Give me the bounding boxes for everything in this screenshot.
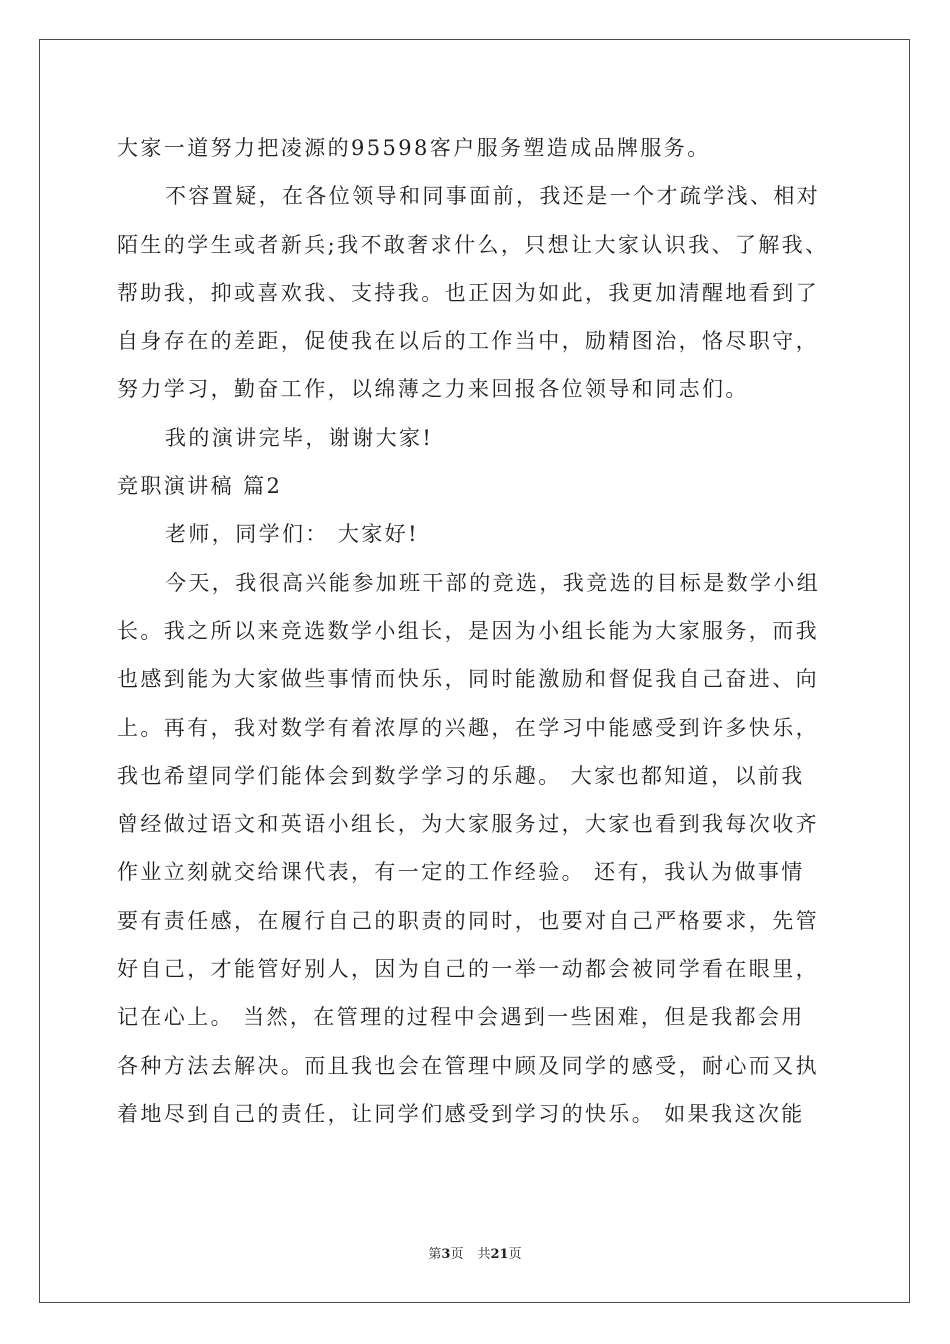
page-footer: [0, 1243, 950, 1262]
text-line: 作业立刻就交给课代表，有一定的工作经验。 还有，我认为做事情: [117, 860, 805, 885]
text-line: 大家一道努力把凌源的95598客户服务塑造成品牌服务。: [117, 136, 711, 160]
page-suffix: 页: [450, 1247, 464, 1262]
text-line: 我也希望同学们能体会到数学学习的乐趣。 大家也都知道，以前我: [117, 763, 805, 788]
text-line: 不容置疑，在各位领导和同事面前，我还是一个才疏学浅、相对: [165, 184, 821, 209]
total-pages: 21: [490, 1247, 509, 1262]
section-heading: 竞职演讲稿 篇2: [117, 474, 283, 499]
text-line: 自身存在的差距，促使我在以后的工作当中，励精图治，恪尽职守，: [117, 329, 819, 354]
text-line: 今天，我很高兴能参加班干部的竞选，我竞选的目标是数学小组: [165, 570, 821, 595]
total-prefix: 共: [477, 1247, 491, 1262]
salutation: 老师，同学们： 大家好!: [165, 522, 419, 547]
text-line: 我的演讲完毕，谢谢大家!: [165, 425, 434, 450]
page-number: 3: [441, 1247, 451, 1262]
text-line: 帮助我，抑或喜欢我、支持我。也正因为如此，我更加清醒地看到了: [117, 280, 819, 305]
text-line: 好自己，才能管好别人，因为自己的一举一动都会被同学看在眼里，: [117, 957, 819, 982]
page-prefix: 第: [428, 1247, 442, 1262]
text-line: 着地尽到自己的责任，让同学们感受到学习的快乐。 如果我这次能: [117, 1101, 805, 1126]
text-line: 上。再有，我对数学有着浓厚的兴趣，在学习中能感受到许多快乐，: [117, 715, 819, 740]
text-line: 要有责任感，在履行自己的职责的同时，也要对自己严格要求，先管: [117, 908, 819, 933]
text-line: 记在心上。 当然，在管理的过程中会遇到一些困难，但是我都会用: [117, 1005, 805, 1030]
total-suffix: 页: [508, 1247, 522, 1262]
text-line: 也感到能为大家做些事情而快乐，同时能激励和督促我自己奋进、向: [117, 667, 819, 692]
text-line: 长。我之所以来竞选数学小组长，是因为小组长能为大家服务，而我: [117, 618, 819, 643]
text-line: 各种方法去解决。而且我也会在管理中顾及同学的感受，耐心而又执: [117, 1053, 819, 1078]
text-line: 陌生的学生或者新兵;我不敢奢求什么，只想让大家认识我、了解我、: [117, 232, 829, 257]
text-line: 曾经做过语文和英语小组长，为大家服务过，大家也看到我每次收齐: [117, 812, 819, 837]
text-line: 努力学习，勤奋工作，以绵薄之力来回报各位领导和同志们。: [117, 377, 749, 402]
document-body: [117, 124, 837, 1138]
